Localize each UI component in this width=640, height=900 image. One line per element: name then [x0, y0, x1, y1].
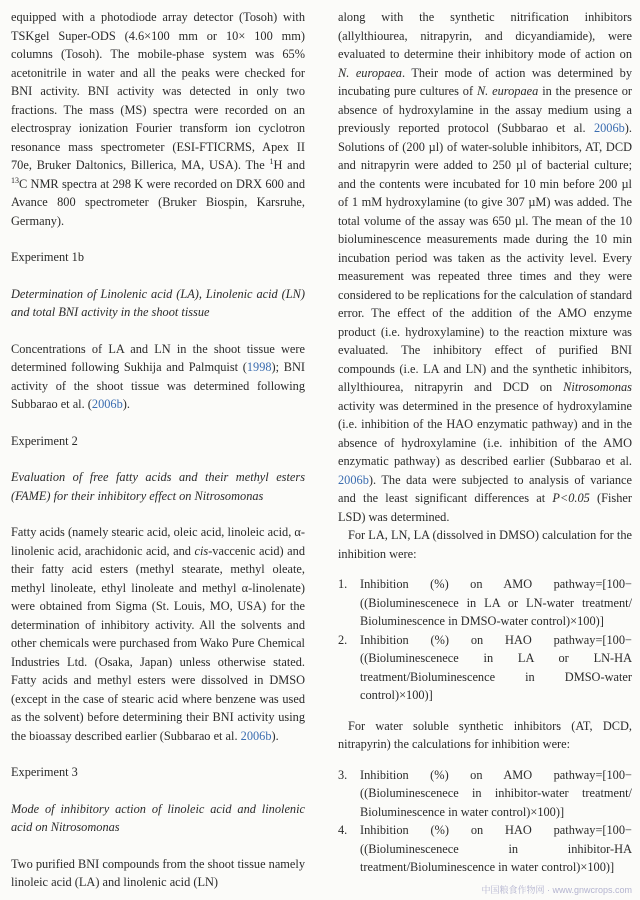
formula-item: 1. Inhibition (%) on AMO pathway=[100−((Bioluminescenece in LA or LN-water treatment/ Bioluminescence in DMSO-water control)×100)] [338, 577, 632, 628]
citation-link[interactable]: 1998 [246, 360, 272, 374]
paragraph-mode-of-action: along with the synthetic nitrification inhibitors (allylthiourea, nitrapyrin, and dicyandiamide), were evaluated to determine their inhibitory mode of action on N. europaea. Their mode of action was determined by incubating pure cultures of N. europaea in the presence or absence of hydroxylamine in the assay medium using a previously reported protocol (Subbarao et al. 2006b). Solutions of (200 µl) of water-soluble inhibitors, AT, DCD and nitrapyrin were added to 250 µl of bacterial culture; and the contents were incubated for 10 min before 200 µl of 1 mM hydroxylamine (to give 307 µM) was added. The total volume of the assay was 650 µl. The mean of the 10 bioluminescence measurements made during the 10 min incubation period was taken as the activity level. Every measurement was repeated three times and they were considered to be replications for the calculation of standard error. The effect of the addition of the AMO enzyme product (i.e. hydroxylamine) to the reaction mixture was evaluated. The inhibitory effect of purified BNI compounds (i.e. LA and LN) and the synthetic inhibitors, allylthiourea, nitrapyrin and DCD on Nitrosomonas activity was determined in the presence of hydroxylamine (i.e. inhibition of the HAO enzymatic pathway) and in the absence of hydroxylamine (i.e. inhibition of the AMO enzymatic pathway) as described earlier (Subbarao et al. 2006b). The data were subjected to analysis of variance and the least significant differences at P<0.05 (Fisher LSD) was determined. [338, 10, 632, 524]
watermark: 中国粮食作物网 · www.gnwcrops.com [481, 885, 632, 895]
formula-item: 3. Inhibition (%) on AMO pathway=[100−((Bioluminescenece in inhibitor-water treatment/ Bioluminescence in water control)×100)] [338, 767, 632, 819]
experiment-3-title: Mode of inhibitory action of linoleic acid and linolenic acid on Nitrosomonas [11, 801, 305, 834]
formula-item: 4. Inhibition (%) on HAO pathway=[100−((Bioluminescenece in inhibitor-HA treatment/Bioluminescence in water control)×100)] [338, 823, 632, 874]
paragraph-water-soluble-calculation: For water soluble synthetic inhibitors (AT, DCD, nitrapyrin) the calculations for inhibition were: [338, 718, 632, 751]
paragraph-dmso-calculation: For LA, LN, LA (dissolved in DMSO) calculation for the inhibition were: [338, 528, 632, 561]
experiment-3-heading: Experiment 3 [11, 765, 78, 779]
formula-item: 2. Inhibition (%) on HAO pathway=[100−((Bioluminescenece in LA or LN-HA treatment/Bioluminescence in DMSO-water control)×100)] [338, 632, 632, 702]
citation-link[interactable]: 2006b [593, 121, 625, 135]
paragraph-purified-bni: Two purified BNI compounds from the shoot tissue namely linoleic acid (LA) and linolenic acid (LN) [11, 856, 305, 889]
formula-list-dmso [338, 575, 632, 705]
experiment-2-heading: Experiment 2 [11, 433, 78, 448]
right-column [338, 8, 632, 877]
formula-list-water [338, 766, 632, 877]
experiment-1b-title: Determination of Linolenic acid (LA), Linolenic acid (LN) and total BNI activity in the shoot tissue [11, 286, 305, 319]
experiment-1b-heading: Experiment 1b [11, 250, 85, 264]
paragraph-fatty-acids: Fatty acids (namely stearic acid, oleic acid, linoleic acid, α-linolenic acid, arachidonic acid, and cis-vaccenic acid) and their fatty acid esters (methyl stearate, methyl oleate, methyl linoleate, ethyl linoleate and methyl α-linolenate) were obtained from Sigma (St. Louis, MO, USA) for the determination of inhibitory activity. All the solvents and other chemicals were purchased from Wako Pure Chemical Industries Ltd. (Osaka, Japan) unless otherwise stated. Fatty acids and methyl esters were dissolved in DMSO (except in the case of stearic acid where benzene was used as the solvent) before determining their BNI activity using the bioassay described earlier (Subbarao et al. 2006b). [11, 525, 305, 743]
paragraph-methods-hplc: equipped with a photodiode array detector (Tosoh) with TSKgel Super-ODS (4.6×100 mm or 10× 100 mm) columns (Tosoh). The mobile-phase system was 65% acetonitrile in water and all the peaks were checked for BNI activity. BNI activity was detected in only two fractions. The mass (MS) spectra were recorded on an electrospray ionization Fourier transform ion cyclotron resonance mass spectrometer (ESI-FTICRMS, Apex II 70e, Bruker Daltonics, Billerica, MA, USA). The $^1$H and $^{13}$C NMR spectra at 298 K were recorded on DRX 600 and Avance 800 spectrometer (Bruker Biospin, Karsruhe, Germany). [11, 10, 305, 228]
citation-link[interactable]: 2006b [91, 397, 123, 411]
citation-link[interactable]: 2006b [240, 728, 272, 743]
experiment-2-title: Evaluation of free fatty acids and their methyl esters (FAME) for their inhibitory effect on Nitrosomonas [11, 470, 305, 503]
left-column [11, 8, 305, 892]
citation-link[interactable]: 2006b [338, 472, 369, 487]
paragraph-la-ln-concentration: Concentrations of LA and LN in the shoot tissue were determined following Sukhija and Palmquist (1998); BNI activity of the shoot tissue was determined following Subbarao et al. (2006b). [11, 341, 305, 411]
